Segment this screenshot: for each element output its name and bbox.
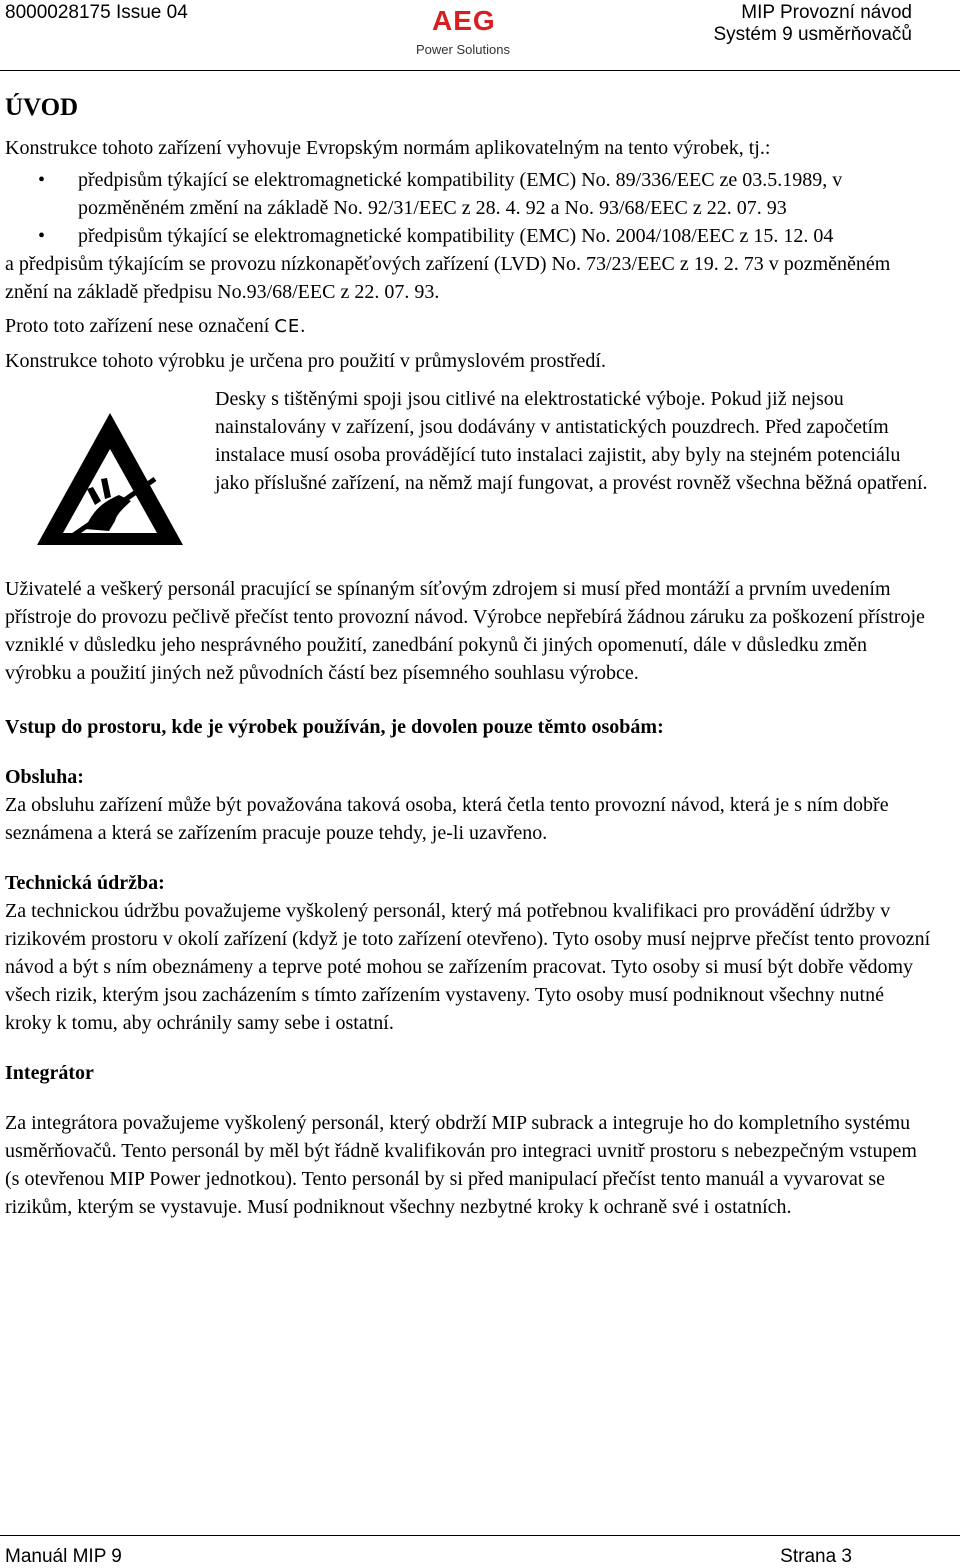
esd-warning-icon [35, 409, 185, 549]
footer-manual-name: Manuál MIP 9 [5, 1546, 122, 1567]
header-title-line1: MIP Provozní návod [741, 2, 912, 23]
logo-brand: AEG [432, 5, 496, 36]
ce-end: . [300, 315, 306, 337]
header-title-line2: Systém 9 usměrňovačů [713, 24, 912, 45]
page-number: Strana 3 [780, 1546, 852, 1567]
intro-paragraph: Konstrukce tohoto zařízení vyhovuje Evropským normám aplikovatelným na tento výrobek, tj.: [5, 137, 771, 159]
aeg-logo [416, 6, 536, 58]
users-paragraph: Uživatelé a veškerý personál pracující se spínaným síťovým zdrojem si musí před montáží a prvním uvedením přístroje do provozu pečlivě přečíst tento provozní návod. Výrobce nepřebírá žádnou záruku za poškození přístroje vzniklé v důsledku jeho nesprávného použití, zanedbání pokynů či jiných opomenutí, dále v důsledku změn výrobku a použití jiných než původních částí bez písemného souhlasu výrobce. [5, 578, 925, 684]
ce-mark-icon: CE [274, 316, 301, 337]
logo-subtitle: Power Solutions [416, 42, 510, 57]
access-heading: Vstup do prostoru, kde je výrobek používán, je dovolen pouze těmto osobám: [5, 716, 664, 738]
doc-number: 8000028175 Issue 04 [5, 2, 188, 23]
header-title [713, 2, 912, 46]
ce-paragraph [5, 312, 935, 341]
esd-notice [5, 385, 935, 553]
maintenance-heading: Technická údržba: [5, 872, 165, 894]
integrator-heading: Integrátor [5, 1062, 94, 1084]
esd-text: Desky s tištěnými spoji jsou citlivé na elektrostatické výboje. Pokud již nejsou nainstalovány v zařízení, jsou dodávány v antistatických pouzdrech. Před započetím instalace musí osoba provádějící tuto instalaci zajistit, aby byly na stejném potenciálu jako příslušné zařízení, na němž mají fungovat, a provést rovněž všechna běžná opatření. [215, 388, 928, 494]
list-item: • předpisům týkající se elektromagnetické kompatibility (EMC) No. 89/336/EEC ze 03.5.1989, v pozměněném změní na základě No. 92/31/EEC z 28. 4. 92 a No. 93/68/EEC z 22. 07. 93 [5, 166, 935, 222]
ce-text: Proto toto zařízení nese označení [5, 315, 270, 337]
regulation-list [5, 166, 935, 250]
header-divider [0, 70, 960, 71]
lvd-paragraph: a předpisům týkajícím se provozu nízkonapěťových zařízení (LVD) No. 73/23/EEC z 19. 2. 73 v pozměněném znění na základě předpisu No.93/68/EEC z 22. 07. 93. [5, 253, 891, 303]
section-heading: ÚVOD [5, 94, 79, 121]
footer-divider [0, 1535, 960, 1536]
list-item: • předpisům týkající se elektromagnetické kompatibility (EMC) No. 2004/108/EEC z 15. 12. 04 [5, 222, 935, 250]
page-header [0, 0, 960, 72]
industrial-paragraph: Konstrukce tohoto výrobku je určena pro použití v průmyslovém prostředí. [5, 350, 606, 372]
operator-paragraph: Za obsluhu zařízení může být považována taková osoba, která četla tento provozní návod, která je s ním dobře seznámena a která se zařízením pracuje pouze tehdy, je-li uzavřeno. [5, 794, 889, 844]
page-content [5, 92, 935, 1221]
operator-heading: Obsluha: [5, 766, 84, 788]
maintenance-paragraph: Za technickou údržbu považujeme vyškolený personál, který má potřebnou kvalifikaci pro provádění údržby v rizikovém prostoru v okolí zařízení (když je toto zařízení otevřeno). Tyto osoby musí nejprve přečíst tento provozní návod a být s ním obeznámeny a teprve poté mohou se zařízením pracovat. Tyto osoby si musí být dobře vědomy všech rizik, kterým jsou zacházením s tímto zařízením vystaveny. Tyto osoby musí podniknout všechny nutné kroky k tomu, aby ochránily samy sebe i ostatní. [5, 900, 931, 1034]
integrator-paragraph: Za integrátora považujeme vyškolený personál, který obdrží MIP subrack a integruje ho do kompletního systému usměrňovačů. Tento personál by měl být řádně kvalifikován pro integraci uvnitř prostoru s nebezpečným vstupem (s otevřenou MIP Power jednotkou). Tento personál by si před manipulací přečíst tento manuál a vyvarovat se rizikům, kterým se vystavuje. Musí podniknout všechny nezbytné kroky k ochraně své i ostatních. [5, 1112, 917, 1218]
